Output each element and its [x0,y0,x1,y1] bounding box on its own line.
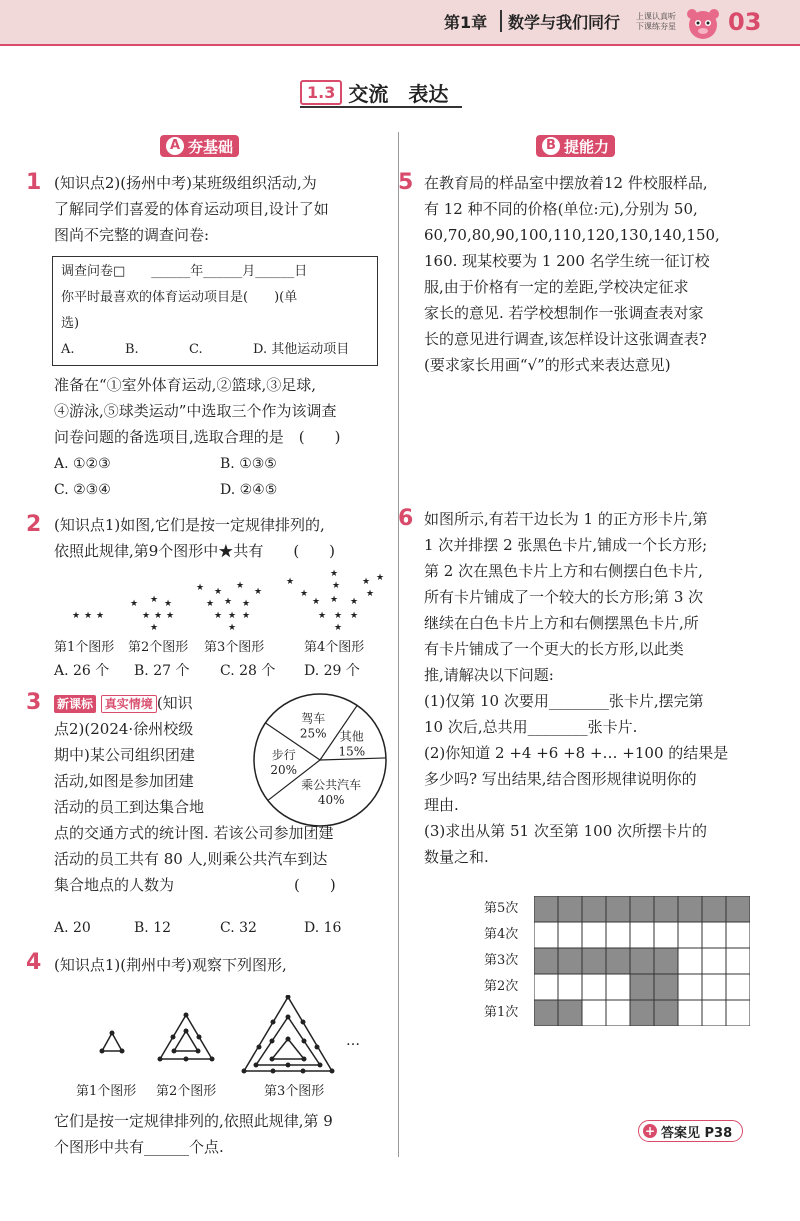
pie-slice-label: 其他 [339,729,364,744]
pie-slice-value: 25% [299,726,327,741]
figure-label: 第4个图形 [304,640,365,655]
column-divider [398,132,399,1157]
transport-pie-chart [250,690,390,830]
text-line: (知识点2)(扬州中考)某班级组织活动,为 [54,174,317,192]
text-line: 继续在白色卡片上方和右侧摆黑色卡片,所 [424,614,699,632]
text-line: 服,由于价格有一定的差距,学校决定征求 [424,278,689,296]
figure-label: 第2个图形 [156,1084,217,1099]
survey-form-options [61,337,369,363]
pie-slice-value: 20% [270,763,298,778]
question-4-text [54,952,384,978]
text-line: 推,请解决以下问题: [424,666,554,684]
text-line: 在教育局的样品室中摆放着12 件校服样品, [424,174,708,192]
question-3-number: 3 [26,690,42,715]
text-line: 点的交通方式的统计图. 若该公司参加团建 [54,824,334,842]
survey-form-question-cont: 选) [61,316,80,331]
header-slogan [636,12,676,32]
text-line: 它们是按一定规律排列的,依照此规律,第 9 [54,1112,333,1130]
choice-c: C. 28 个 [220,663,276,679]
text-line: 60,70,80,90,100,110,120,130,140,150, [424,226,720,244]
text-line: (2)你知道 2 +4 +6 +8 +… +100 的结果是 [424,744,729,762]
text-line: 活动的员工到达集合地 [54,798,205,816]
question-6-text [424,506,774,870]
row-label: 第4次 [484,927,519,942]
part-a-label: 夯基础 [188,137,234,156]
answer-reference[interactable] [638,1120,743,1142]
part-a-badge [160,135,239,157]
star-icon: ★ [350,597,359,607]
text-line: 家长的意见. 若学校想制作一张调查表对家 [424,304,704,322]
figure-label: 第1个图形 [76,1084,137,1099]
choice-d: D. 16 [304,920,342,936]
star-icon: ★ [154,611,163,621]
choice-c: C. ②③④ [54,482,111,498]
survey-option: C. [189,342,203,357]
question-1-number: 1 [26,170,42,195]
text-line: 如图所示,有若干边长为 1 的正方形卡片,第 [424,510,708,528]
pie-slice-label: 驾车 [301,711,326,726]
question-5-text [424,170,774,378]
text-line: (知识点1)如图,它们是按一定规律排列的, [54,516,325,534]
star-icon: ★ [330,569,339,579]
star-icon: ★ [214,611,223,621]
star-icon: ★ [166,611,175,621]
text-line: 理由. [424,796,459,814]
text-line: 依照此规律,第9个图形中★共有 ( ) [54,542,336,560]
question-2-number: 2 [26,512,42,537]
text-line: 点2)(2024·徐州校级 [54,720,194,738]
star-icon: ★ [286,577,295,587]
text-line: ④游泳,⑤球类运动”中选取三个作为该调查 [54,402,337,420]
row-label: 第5次 [484,901,519,916]
text-line: 数量之和. [424,848,489,866]
pie-slice-value: 15% [338,744,366,759]
page-header [0,0,800,46]
star-icon: ★ [366,589,375,599]
star-icon: ★ [334,623,343,633]
star-icon: ★ [150,623,159,633]
text-line: 10 次后,总共用________张卡片. [424,718,638,736]
section-heading [300,78,462,108]
question-6-number: 6 [398,506,414,531]
star-icon: ★ [142,611,151,621]
star-icon: ★ [242,611,251,621]
choice-d: D. ②④⑤ [220,482,278,498]
star-icon: ★ [228,623,237,633]
question-1-text [54,170,384,248]
text-line: 多少吗? 写出结果,结合图形规律说明你的 [424,770,697,788]
figure-label: 第1个图形 [54,640,115,655]
triangle-dot-figures [90,995,370,1075]
question-4-number: 4 [26,950,42,975]
text-line: 期中)某公司组织团建 [54,746,195,764]
card-grid [534,896,750,1026]
figure-label: 第3个图形 [204,640,265,655]
triangle-figure-3 [244,997,332,1071]
text-line: 第 2 次在黑色卡片上方和右侧摆白色卡片, [424,562,703,580]
choice-a: A. 20 [54,920,91,936]
star-icon: ★ [236,581,245,591]
text-line: 图尚不完整的调查问卷: [54,226,210,244]
question-5-number: 5 [398,170,414,195]
answer-label: 答案见 P38 [661,1125,733,1141]
choice-b: B. ①③⑤ [220,456,277,472]
star-icon: ★ [330,595,339,605]
text-line: 长的意见进行调查,该怎样设计这张调查表? [424,330,707,348]
page-number: 03 [728,8,762,36]
star-icon: ★ [96,611,105,621]
triangle-figure-1 [102,1033,122,1051]
text-line: (知识 [156,694,193,712]
pie-slice-value: 40% [317,793,345,808]
row-label: 第1次 [484,1005,519,1020]
part-b-letter: B [542,137,560,155]
star-icon: ★ [332,581,341,591]
star-icon: ★ [72,611,81,621]
choice-b: B. 12 [134,920,172,936]
star-icon: ★ [300,589,309,599]
part-a-letter: A [166,137,184,155]
pie-slice-label: 乘公共汽车 [301,778,362,793]
choice-a: A. ①②③ [54,456,111,472]
choice-c: C. 32 [220,920,257,936]
survey-form-question: 你平时最喜欢的体育运动项目是( )(单 [61,290,298,305]
survey-option: D. 其他运动项目 [253,342,350,357]
text-line: 了解同学们喜爱的体育运动项目,设计了如 [54,200,329,218]
part-b-badge [536,135,615,157]
choice-b: B. 27 个 [134,663,190,679]
section-title: 交流 表达 [348,81,449,106]
text-line: 准备在“①室外体育运动,②篮球,③足球, [54,376,316,394]
star-icon: ★ [130,599,139,609]
mascot-icon [682,6,724,42]
question-2-text [54,512,384,564]
star-icon: ★ [254,587,263,597]
chapter-label: 第1章 [444,13,488,32]
star-icon: ★ [318,611,327,621]
star-icon: ★ [242,599,251,609]
row-label: 第2次 [484,979,519,994]
survey-form-box [52,256,378,366]
text-line: 活动,如图是参加团建 [54,772,194,790]
pie-slice-label: 步行 [271,748,296,763]
slogan-line-1: 上课认真听 [636,12,676,21]
question-4-text-after [54,1108,394,1160]
star-icon: ★ [214,587,223,597]
triangle-figure-2 [160,1015,212,1059]
survey-option: A. [61,342,75,357]
new-curriculum-tag: 新课标 [54,695,96,713]
text-line: 有卡片铺成了一个更大的长方形,以此类 [424,640,684,658]
star-icon: ★ [312,597,321,607]
star-icon: ★ [164,599,173,609]
row-label: 第3次 [484,953,519,968]
text-line: (要求家长用画“√”的形式来表达意见) [424,356,671,374]
text-line: 1 次并排摆 2 张黑色卡片,铺成一个长方形; [424,536,708,554]
slogan-line-2: 下课练夯星 [636,22,676,31]
text-line: 个图形中共有______个点. [54,1138,224,1156]
star-icon: ★ [228,611,237,621]
figure-label: 第3个图形 [264,1084,325,1099]
star-icon: ★ [350,611,359,621]
text-line: (3)求出从第 51 次至第 100 次所摆卡片的 [424,822,708,840]
figure-label: 第2个图形 [128,640,189,655]
star-icon: ★ [84,611,93,621]
grid-row-labels [484,896,518,1026]
plus-icon: + [644,1124,656,1138]
star-icon: ★ [362,577,371,587]
text-line: 160. 现某校要为 1 200 名学生统一征订校 [424,252,710,270]
question-1-text-after [54,372,384,450]
survey-option: B. [125,342,139,357]
header-divider [500,10,502,32]
text-line: (1)仅第 10 次要用________张卡片,摆完第 [424,692,704,710]
star-icon: ★ [196,583,205,593]
choice-d: D. 29 个 [304,663,360,679]
section-number: 1.3 [300,80,342,105]
star-icon: ★ [224,597,233,607]
part-b-label: 提能力 [564,137,610,156]
star-icon: ★ [150,595,159,605]
star-icon: ★ [376,573,385,583]
text-line: 问卷问题的备选项目,选取合理的是 ( ) [54,428,341,446]
text-line: 所有卡片铺成了一个较大的长方形;第 3 次 [424,588,704,606]
text-line: (知识点1)(荆州中考)观察下列图形, [54,956,287,974]
chapter-title: 数学与我们同行 [508,13,621,32]
choice-a: A. 26 个 [54,663,110,679]
text-line: 有 12 种不同的价格(单位:元),分别为 50, [424,200,698,218]
survey-form-header: 调查问卷□ ______年______月______日 [61,264,308,279]
ellipsis: … [346,1033,360,1049]
star-icon: ★ [334,611,343,621]
star-icon: ★ [206,599,215,609]
text-line: 集合地点的人数为 ( ) [54,876,336,894]
text-line: 活动的员工共有 80 人,则乘公共汽车到达 [54,850,328,868]
real-context-tag: 真实情境 [101,695,157,713]
